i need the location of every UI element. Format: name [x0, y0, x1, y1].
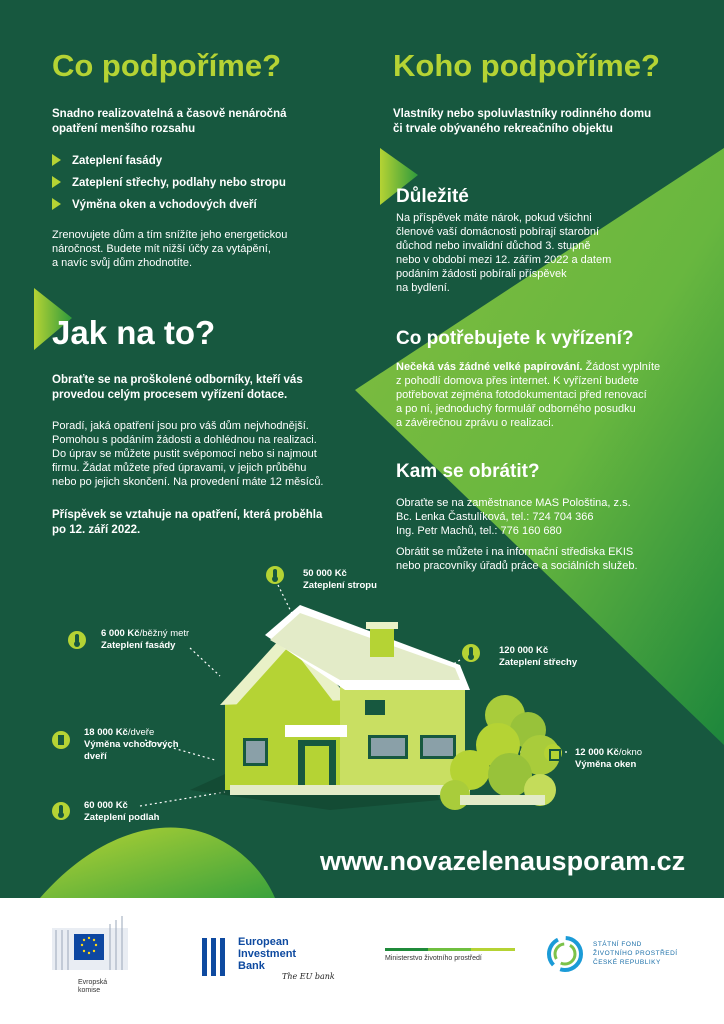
eib-tagline: The EU bank [282, 972, 335, 981]
thermometer-icon [68, 631, 86, 649]
eib-name [238, 936, 308, 972]
ek-label-line: Evropská [78, 979, 108, 986]
potreba-text [396, 360, 660, 430]
co-text-line: a navíc svůj dům zhodnotíte. [52, 257, 193, 269]
dulezite-text-line: nebo v období mezi 12. zářím 2022 a datem [396, 254, 612, 266]
co-text-line: náročnost. Budete mít nižší účty za vytápění, [52, 243, 271, 255]
dulezite-text-line: podáním žádosti pobírali příspěvek [396, 268, 567, 280]
mzp-label: Ministerstvo životního prostředí [385, 955, 482, 962]
potreba-text-line: a závěrečnou zprávu o realizaci. [396, 417, 554, 429]
eib-name-line: Investment [238, 948, 297, 960]
price-dveri [84, 727, 179, 763]
jak-text-line: Do úprav se můžete pustit svépomocí nebo si najmout [52, 448, 317, 460]
sfzp-label [593, 940, 703, 967]
logo-footer [0, 898, 724, 1024]
price-fasady [101, 628, 189, 652]
jak-text-line: Pomohou s podáním žádosti a dohlédnou na realizaci. [52, 434, 317, 446]
jak-intro-line: Obraťte se na proškolené odborníky, kteří vás [52, 374, 303, 386]
ek-logo [52, 914, 128, 992]
price-amount-value: 6 000 Kč [101, 628, 140, 639]
price-stropu [303, 568, 377, 592]
eib-bars-icon [200, 936, 230, 978]
window-icon [544, 744, 562, 762]
price-amount [499, 645, 577, 657]
potreba-text-line: potřebovat zejména fotodokumentaci před renovací [396, 389, 647, 401]
price-amount-value: 12 000 Kč [575, 747, 619, 758]
kam-contacts [396, 496, 631, 538]
price-amount [84, 727, 179, 739]
price-name: Výměna vchodových [84, 739, 179, 750]
price-amount-value: 60 000 Kč [84, 800, 128, 811]
dulezite-title: Důležité [396, 186, 469, 207]
co-title: Co podpoříme? [52, 48, 282, 83]
price-name: Výměna oken [575, 759, 637, 770]
kam-contact-line: Obraťte se na zaměstnance MAS Poloština, z.s. [396, 497, 631, 509]
ek-building-icon [52, 914, 128, 970]
website-link[interactable]: www.novazelenausporam.cz [320, 846, 686, 876]
thermometer-icon [462, 644, 480, 662]
jak-text-line: nebo po jejich skončení. Na provedení máte 12 měsíců. [52, 476, 324, 488]
dulezite-text-line: členové vaší domácnosti pobírají starobní [396, 226, 600, 238]
co-intro [52, 107, 287, 137]
kam-contact-line: Bc. Lenka Častulíková, tel.: 724 704 366 [396, 511, 594, 523]
price-name: Zateplení střechy [499, 657, 578, 668]
sfzp-label-line: ŽIVOTNÍHO PROSTŘEDÍ [593, 950, 678, 957]
ek-label-line: komise [78, 987, 101, 994]
price-podlah [84, 800, 159, 824]
door-icon [52, 731, 70, 749]
koho-title: Koho podpoříme? [393, 48, 660, 83]
jak-intro-line: provedou celým procesem vyřízení dotace. [52, 389, 288, 401]
jak-text [52, 419, 324, 489]
price-name: Zateplení stropu [303, 580, 377, 591]
dulezite-text-line: důchod nebo invalidní důchod 3. stupně [396, 240, 591, 252]
jak-title: Jak na to? [52, 314, 216, 351]
list-item [48, 154, 286, 176]
ek-label [78, 979, 128, 995]
dulezite-text-line: na bydlení. [396, 282, 450, 294]
price-strechy [499, 645, 577, 669]
list-item [48, 176, 286, 198]
price-amount-value: 50 000 Kč [303, 568, 347, 579]
list-item-label: Výměna oken a vchodových dveří [72, 199, 257, 211]
potreba-lead: Nečeká vás žádné velké papírování. [396, 361, 583, 373]
mzp-bar [385, 948, 515, 951]
price-amount [303, 568, 377, 580]
kam-title: Kam se obrátit? [396, 461, 540, 482]
list-item-label: Zateplení střechy, podlahy nebo stropu [72, 177, 286, 189]
kam-more-line: Obrátit se můžete i na informační střediska EKIS [396, 546, 634, 558]
price-amount [575, 747, 642, 759]
dulezite-text [396, 211, 611, 295]
jak-note-line: Příspěvek se vztahuje na opatření, která proběhla [52, 509, 323, 521]
jak-note [52, 508, 322, 538]
co-text [52, 228, 287, 270]
co-intro-line: Snadno realizovatelná a časově nenáročná [52, 108, 287, 120]
jak-text-line: Poradí, jaká opatření jsou pro váš dům nejvhodnější. [52, 420, 309, 432]
sfzp-label-line: ČESKÉ REPUBLIKY [593, 959, 661, 966]
potreba-text-line: a po ní, jednoduchý formulář odborného posudku [396, 403, 636, 415]
potreba-first-rest: Žádost vyplníte [582, 361, 661, 373]
potreba-text-line: z pohodlí domova přes internet. K vyřízení budete [396, 375, 639, 387]
thermometer-icon [52, 802, 70, 820]
mzp-logo [385, 948, 515, 962]
arrow-bullet-icon [52, 176, 61, 188]
co-intro-line: opatření menšího rozsahu [52, 123, 196, 135]
price-name: dveří [84, 751, 107, 762]
sfzp-circle-icon [545, 934, 585, 974]
kam-contact-line: Ing. Petr Machů, tel.: 776 160 680 [396, 525, 562, 537]
arrow-bullet-icon [52, 198, 61, 210]
hill-shape [40, 828, 275, 898]
kam-more-line: nebo pracovníky úřadů práce a sociálních služeb. [396, 560, 638, 572]
price-unit: /dveře [127, 727, 155, 738]
co-item-list [48, 154, 286, 220]
potreba-title: Co potřebujete k vyřízení? [396, 328, 634, 349]
price-name: Zateplení podlah [84, 812, 160, 823]
list-item-label: Zateplení fasády [72, 155, 163, 167]
list-item [48, 198, 286, 220]
thermometer-icon [266, 566, 284, 584]
price-amount [84, 800, 159, 812]
koho-intro-line: či trvale obývaného rekreačního objektu [393, 123, 613, 135]
co-text-line: Zrenovujete dům a tím snížíte jeho energetickou [52, 229, 288, 241]
price-name: Zateplení fasády [101, 640, 176, 651]
eib-name-line: Bank [238, 960, 265, 972]
price-amount-value: 120 000 Kč [499, 645, 549, 656]
arrow-bullet-icon [52, 154, 61, 166]
potreba-first-line [396, 360, 660, 374]
koho-intro-line: Vlastníky nebo spoluvlastníky rodinného domu [393, 108, 652, 120]
eib-name-line: European [238, 936, 289, 948]
price-oken [575, 747, 642, 771]
jak-intro [52, 373, 303, 403]
jak-note-line: po 12. září 2022. [52, 524, 141, 536]
house-illustration [190, 605, 470, 810]
dulezite-text-line: Na příspěvek máte nárok, pokud všichni [396, 212, 592, 224]
price-unit: /okno [618, 747, 643, 758]
sfzp-label-line: STÁTNÍ FOND [593, 941, 642, 948]
koho-intro [393, 107, 651, 137]
price-amount [101, 628, 189, 640]
price-amount-value: 18 000 Kč [84, 727, 128, 738]
jak-text-line: firmu. Žádat můžete před úpravami, v jejich průběhu [52, 462, 307, 474]
price-unit: /běžný metr [139, 628, 190, 639]
kam-more [396, 545, 638, 573]
